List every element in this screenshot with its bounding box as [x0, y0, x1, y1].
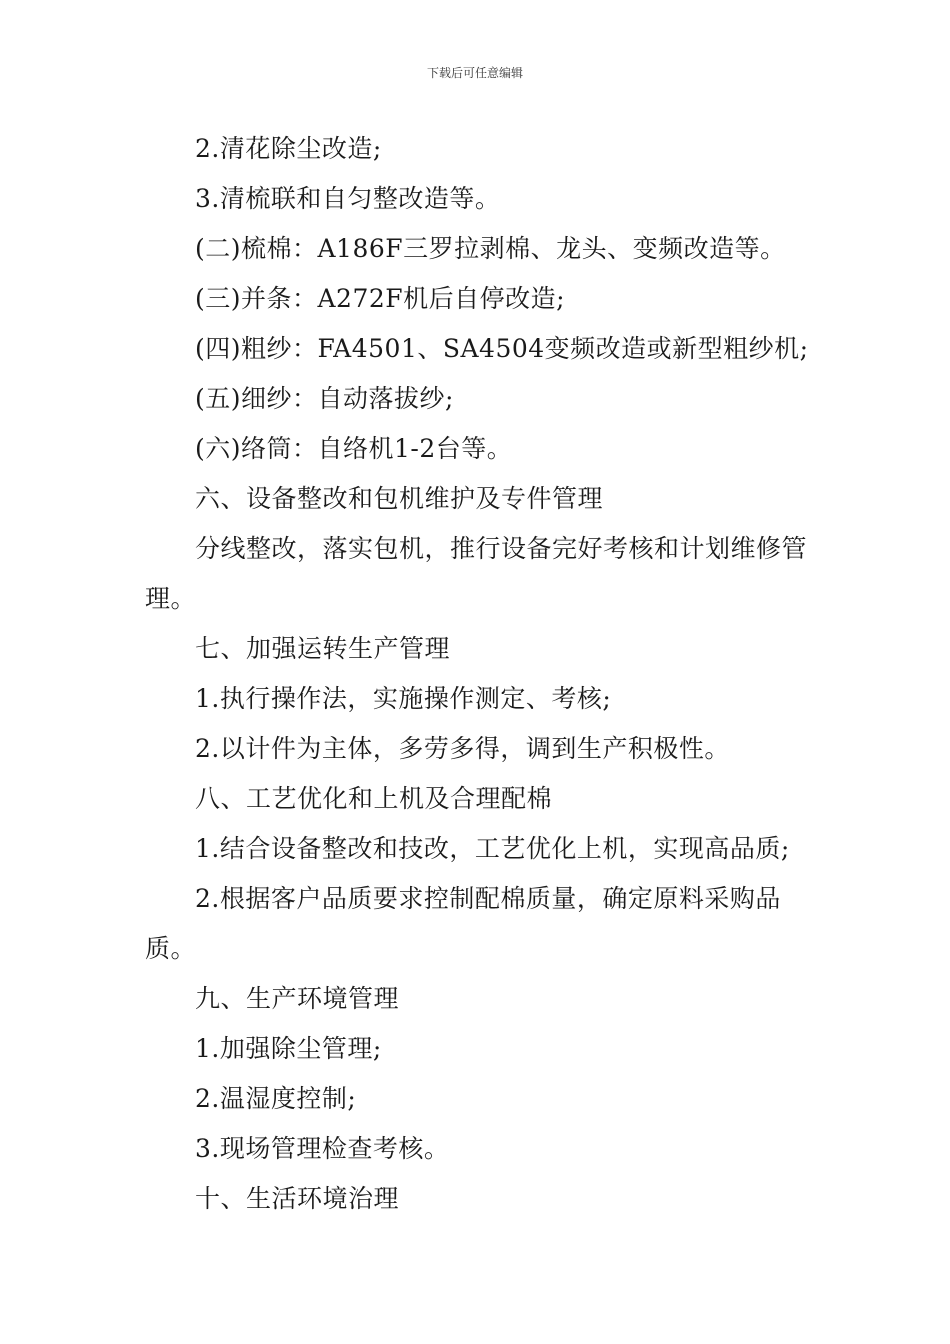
paragraph: 2.清花除尘改造;: [195, 134, 382, 163]
section-heading: 八、工艺优化和上机及合理配棉: [195, 784, 553, 813]
paragraph: 1.执行操作法，实施操作测定、考核;: [195, 684, 612, 713]
paragraph: 2.以计件为主体，多劳多得，调到生产积极性。: [195, 734, 730, 763]
paragraph: (三)并条：A272F机后自停改造;: [195, 284, 566, 313]
paragraph: 1.加强除尘管理;: [195, 1034, 382, 1063]
section-heading: 六、设备整改和包机维护及专件管理: [195, 484, 604, 513]
paragraph: (二)梳棉：A186F三罗拉剥棉、龙头、变频改造等。: [195, 234, 786, 263]
page-header-note: 下载后可任意编辑: [426, 66, 523, 80]
section-heading: 七、加强运转生产管理: [195, 634, 451, 663]
paragraph: 2.根据客户品质要求控制配棉质量，确定原料采购品质。: [145, 884, 781, 963]
paragraph: 分线整改，落实包机，推行设备完好考核和计划维修管理。: [145, 534, 808, 613]
paragraph: (六)络筒：自络机1-2台等。: [195, 434, 513, 463]
section-heading: 九、生产环境管理: [195, 984, 400, 1013]
paragraph: 1.结合设备整改和技改，工艺优化上机，实现高品质;: [195, 834, 790, 863]
document-body: [145, 124, 810, 1224]
section-heading: 十、生活环境治理: [195, 1184, 400, 1213]
paragraph: (五)细纱：自动落拔纱;: [195, 384, 454, 413]
paragraph: 2.温湿度控制;: [195, 1084, 357, 1113]
paragraph: (四)粗纱：FA4501、SA4504变频改造或新型粗纱机;: [195, 334, 809, 363]
paragraph: 3.现场管理检查考核。: [195, 1134, 450, 1163]
paragraph: 3.清梳联和自匀整改造等。: [195, 184, 501, 213]
